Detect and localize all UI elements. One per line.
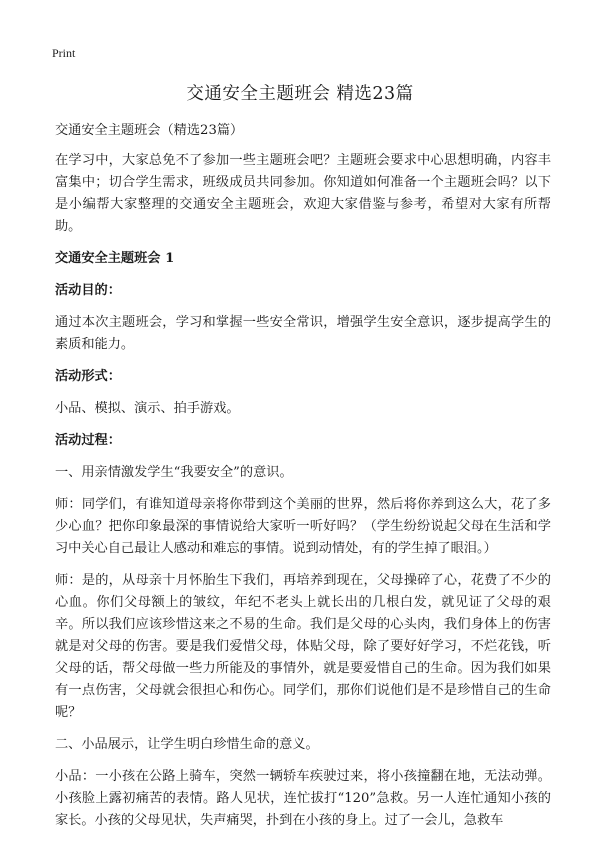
document-body [55,120,551,842]
teacher-paragraph-1: 师：同学们，有谁知道母亲将你带到这个美丽的世界，然后将你养到这么大，花了多少心血？把你印象最深的事情说给大家听一听好吗？（学生纷纷说起父母在生活和学习中关心自己最让人感动和难忘的事情。说到动情处，有的学生掉了眼泪。） [55,497,551,556]
teacher-paragraph-2: 师：是的，从母亲十月怀胎生下我们，再培养到现在，父母操碎了心，花费了不少的心血。你们父母额上的皱纹，年纪不老头上就长出的几根白发，就见证了父母的艰辛。所以我们应该珍惜这来之不易的生命。我们是父母的心头肉，我们身体上的伤害就是对父母的伤害。要是我们爱惜父母，体贴父母，除了要好好学习，不烂花钱，听父母的话，帮父母做一些力所能及的事情外，就是要爱惜自己的生命。因为我们如果有一点伤害，父母就会很担心和伤心。同学们，那你们说他们是不是珍惜自己的生命呢？ [55,573,551,720]
purpose-heading: 活动目的： [55,283,121,298]
print-link[interactable]: Print [52,46,76,60]
page-title: 交通安全主题班会 精选23篇 [186,84,414,104]
process-heading: 活动过程： [55,433,121,448]
section-title: 交通安全主题班会 1 [55,251,175,266]
form-text: 小品、模拟、演示、拍手游戏。 [55,401,240,416]
skit-paragraph: 小品：一小孩在公路上骑车，突然一辆轿车疾驶过来，将小孩撞翻在地，无法动弹。小孩脸上露初痛苦的表情。路人见状，连忙拔打“120”急救。另一人连忙通知小孩的家长。小孩的父母见状，失声痛哭，扑到在小孩的身上。过了一会儿，急救车 [55,769,551,828]
form-heading: 活动形式： [55,369,121,384]
document-subtitle: 交通安全主题班会（精选23篇） [55,123,244,138]
step-one: 一、用亲情激发学生“我要安全”的意识。 [55,465,293,480]
step-two: 二、小品展示，让学生明白珍惜生命的意义。 [55,737,319,752]
intro-paragraph: 在学习中，大家总免不了参加一些主题班会吧？主题班会要求中心思想明确，内容丰富集中；切合学生需求，班级成员共同参加。你知道如何准备一个主题班会吗？以下是小编帮大家整理的交通安全主题班会，欢迎大家借鉴与参考，希望对大家有所帮助。 [55,153,551,234]
purpose-text: 通过本次主题班会，学习和掌握一些安全常识，增强学生安全意识，逐步提高学生的素质和能力。 [55,315,551,352]
